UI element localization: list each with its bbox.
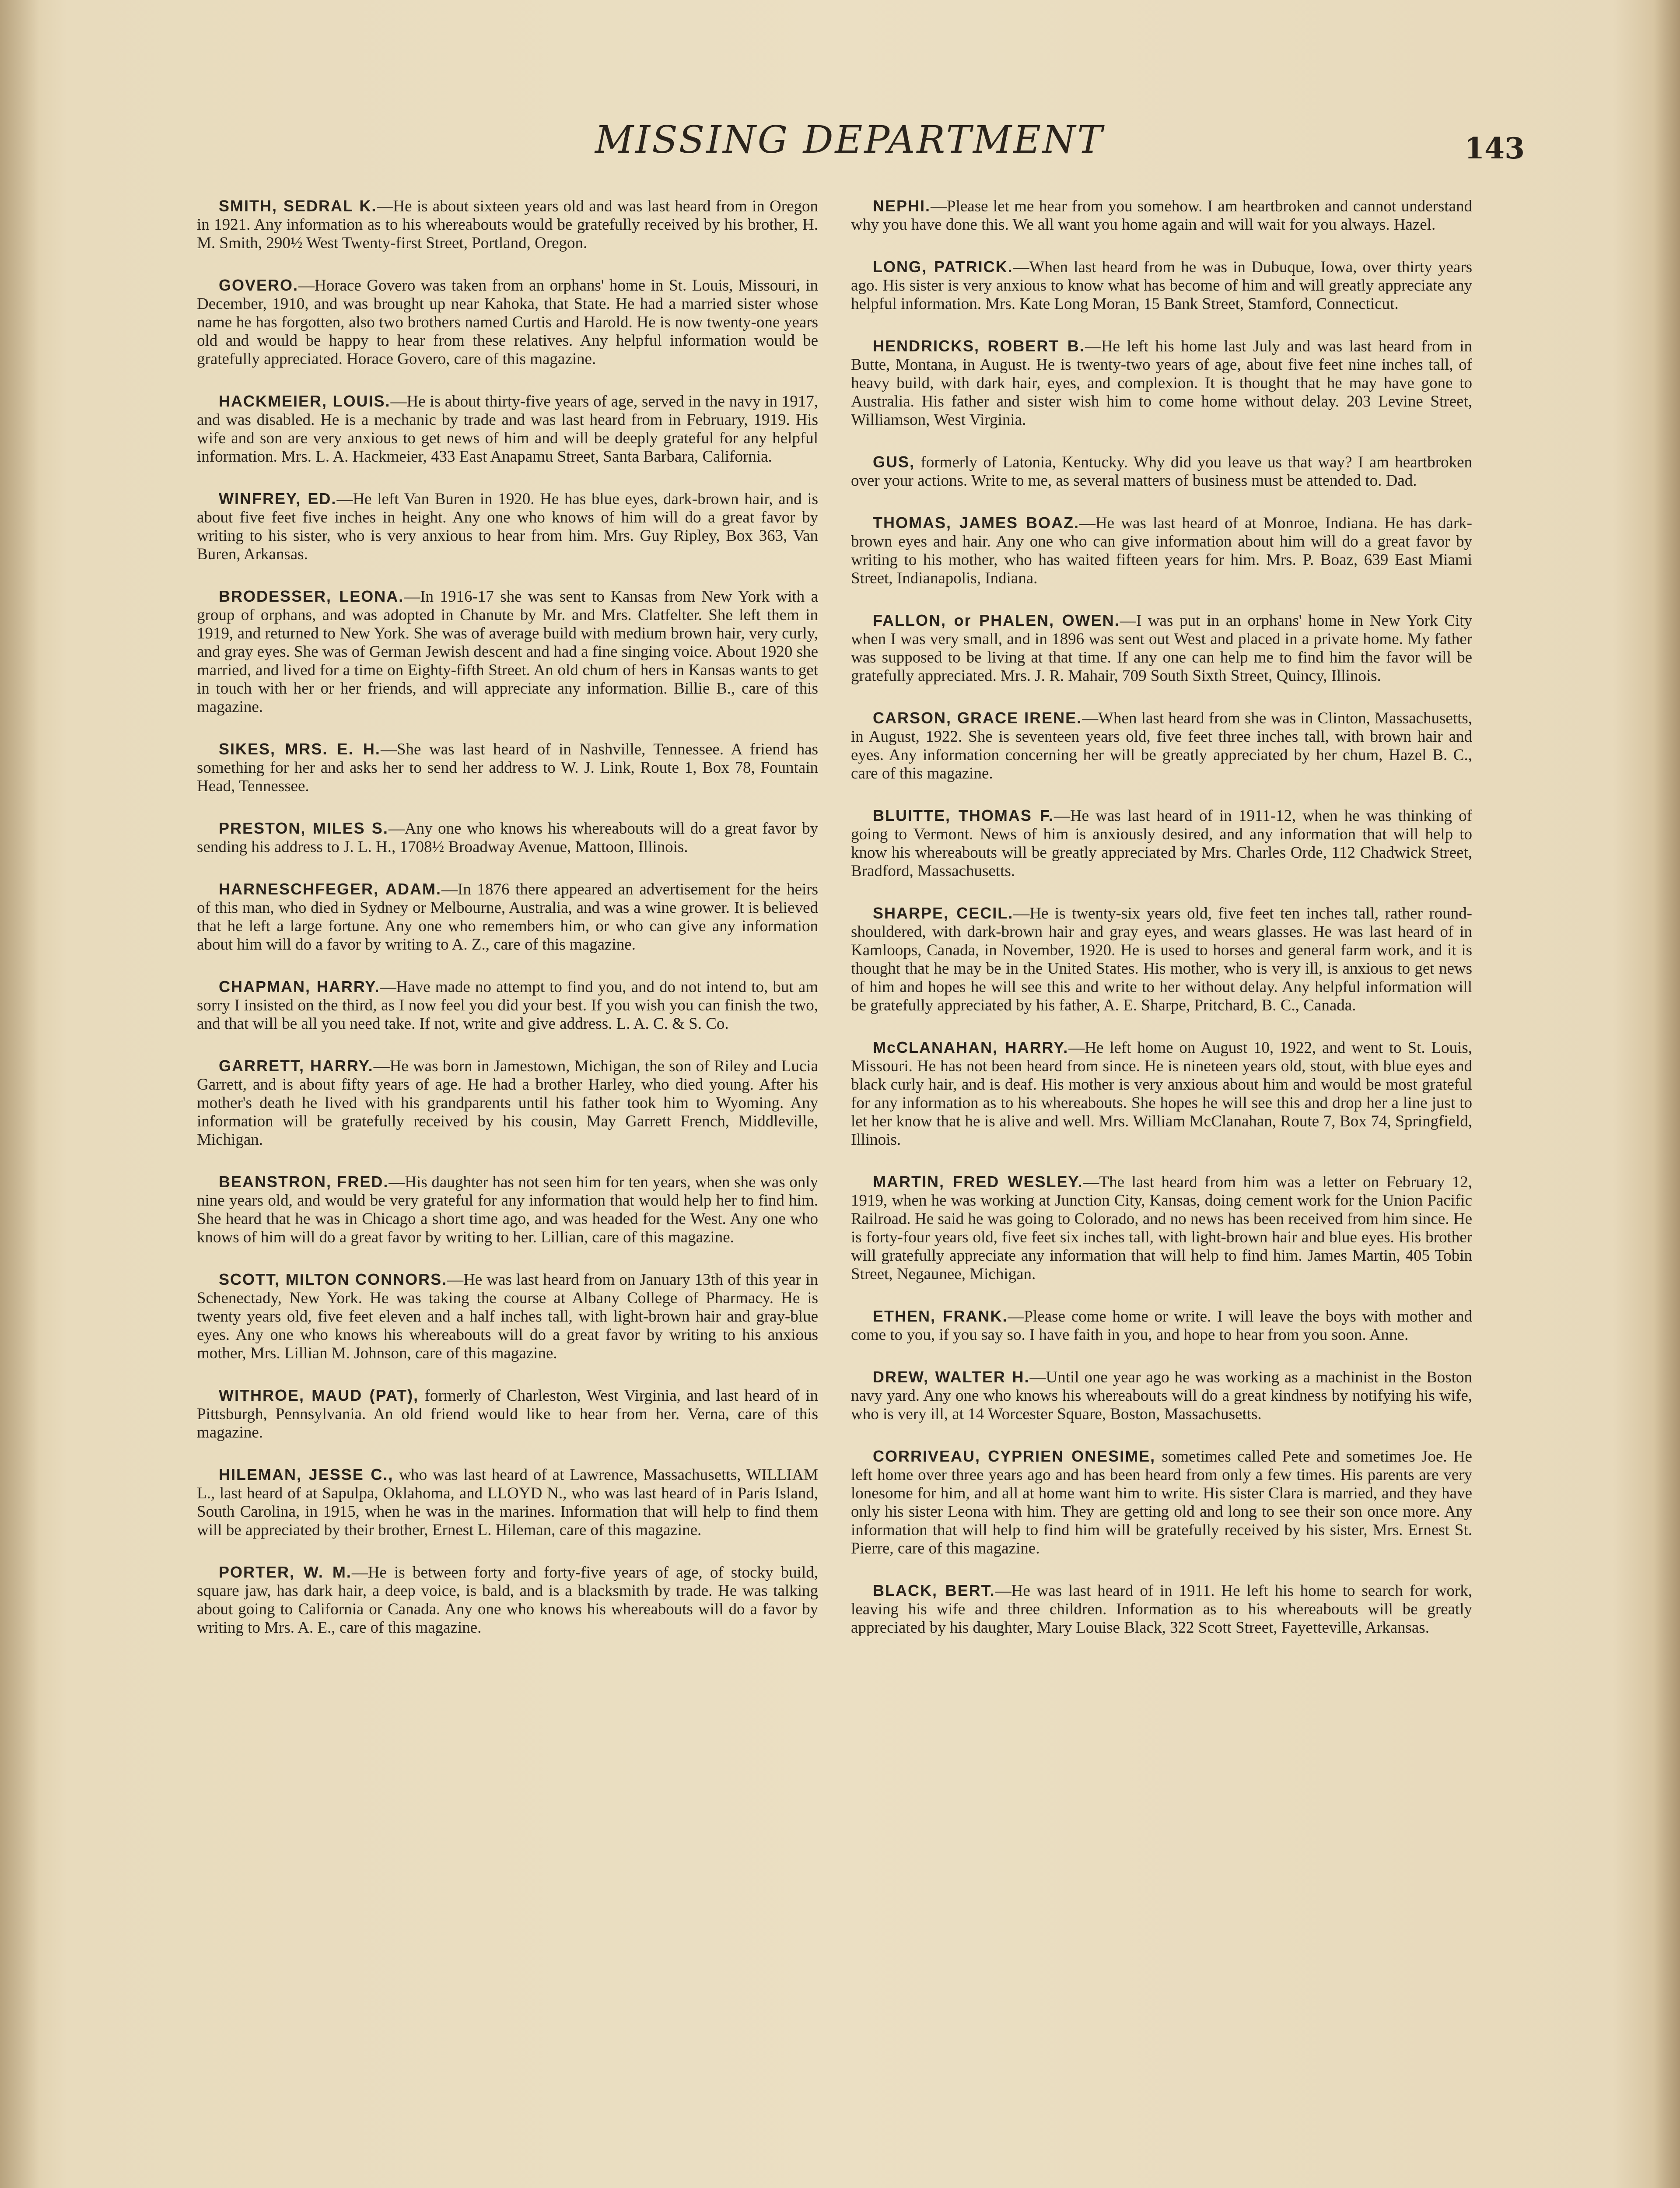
notice-entry bbox=[197, 1466, 818, 1539]
notice-name: SCOTT, MILTON CONNORS. bbox=[219, 1270, 448, 1288]
notice-text: —He is about sixteen years old and was last heard from in Oregon in 1921. Any information as to his whereabouts would be gratefully received by his brother, H. M. Smith, 290½ West Twenty-first Street, Portland, Oregon. bbox=[197, 197, 818, 252]
notice-name: MARTIN, FRED WESLEY. bbox=[873, 1173, 1083, 1191]
notice-text: —Have made no attempt to find you, and do not intend to, but am sorry I insisted on the third, as I now feel you did your best. If you wish you can finish the two, and that will be all you need take. If not, write and give address. L. A. C. & S. Co. bbox=[197, 978, 818, 1033]
notice-entry bbox=[197, 1173, 818, 1247]
notice-text: —Until one year ago he was working as a machinist in the Boston navy yard. Any one who knows his whereabouts will do a great kindness by notifying his wife, who is very ill, at 14 Worcester Square, Boston, Massachusetts. bbox=[851, 1368, 1472, 1423]
page-number: 143 bbox=[1464, 131, 1525, 165]
page-edge-shadow bbox=[1654, 0, 1680, 2188]
notice-entry bbox=[851, 1447, 1472, 1558]
notice-text: formerly of Charleston, West Virginia, and last heard of in Pittsburgh, Pennsylvania. An old friend would like to hear from her. Verna, care of this magazine. bbox=[197, 1387, 818, 1441]
notice-name: BRODESSER, LEONA. bbox=[219, 587, 404, 605]
notice-text: —In 1876 there appeared an advertisement for the heirs of this man, who died in Sydney or Melbourne, Australia, and was a wine grower. It is believed that he left a large fortune. Any one who remembers him, or who can give any information about him will do a favor by writing to A. Z., care of this magazine. bbox=[197, 880, 818, 954]
notice-entry bbox=[851, 806, 1472, 880]
notice-entry bbox=[851, 337, 1472, 429]
running-title: MISSING DEPARTMENT bbox=[595, 118, 1104, 162]
notice-entry bbox=[197, 392, 818, 466]
notice-entry bbox=[851, 1307, 1472, 1344]
notice-name: BLUITTE, THOMAS F. bbox=[873, 806, 1054, 824]
notice-text: —He was last heard of at Monroe, Indiana. He has dark-brown eyes and hair. Any one who can give information about him will do a great favor by writing to his mother, who has waited fifteen years for him. Mrs. P. Boaz, 639 East Miami Street, Indianapolis, Indiana. bbox=[851, 514, 1472, 587]
notice-name: SMITH, SEDRAL K. bbox=[219, 197, 377, 215]
notice-entry bbox=[197, 880, 818, 954]
left-column bbox=[197, 197, 818, 1661]
notice-entry bbox=[851, 1581, 1472, 1637]
notice-text: —He was last heard from on January 13th of this year in Schenectady, New York. He was taking the course at Albany College of Pharmacy. He is twenty years old, five feet eleven and a half inches tall, with light-brown hair and gray-blue eyes. Any one who knows his whereabouts will do a great favor by writing to his anxious mother, Mrs. Lillian M. Johnson, care of this magazine. bbox=[197, 1271, 818, 1362]
notice-entry bbox=[197, 819, 818, 856]
notice-entry bbox=[197, 1057, 818, 1149]
notice-name: FALLON, or PHALEN, OWEN. bbox=[873, 611, 1120, 629]
notice-name: SHARPE, CECIL. bbox=[873, 904, 1014, 922]
notice-entry bbox=[851, 258, 1472, 313]
notice-entry bbox=[197, 197, 818, 252]
notice-text: —The last heard from him was a letter on February 12, 1919, when he was working at Junction City, Kansas, doing cement work for the Union Pacific Railroad. He said he was going to Colorado, and no news has been received from him since. He is forty-four years old, five feet six inches tall, with light-brown hair and blue eyes. His brother will gratefully appreciate any information that will help to find him. James Martin, 405 Tobin Street, Negaunee, Michigan. bbox=[851, 1173, 1472, 1283]
binding-shadow bbox=[0, 0, 39, 2188]
notice-name: McCLANAHAN, HARRY. bbox=[873, 1038, 1069, 1056]
notice-name: HILEMAN, JESSE C., bbox=[219, 1466, 394, 1483]
notice-name: CHAPMAN, HARRY. bbox=[219, 978, 380, 996]
notice-text: —In 1916-17 she was sent to Kansas from New York with a group of orphans, and was adopted in Chanute by Mr. and Mrs. Clatfelter. She left them in 1919, and returned to New York. She was of average build with medium brown hair, very curly, and gray eyes. She was of German Jewish descent and had a fine singing voice. About 1920 she married, and lived for a time on Eighty-fifth Street. An old chum of hers in Kansas wants to get in touch with her or her friends, and will appreciate any information. Billie B., care of this magazine. bbox=[197, 588, 819, 716]
notice-name: GARRETT, HARRY. bbox=[219, 1057, 374, 1075]
notice-name: HENDRICKS, ROBERT B. bbox=[873, 337, 1085, 355]
notice-text: formerly of Latonia, Kentucky. Why did you leave us that way? I am heartbroken over your actions. Write to me, as several matters of business must be attended to. Dad. bbox=[851, 453, 1472, 490]
notice-entry bbox=[851, 611, 1472, 685]
notice-entry bbox=[197, 1563, 818, 1637]
notice-entry bbox=[851, 453, 1472, 490]
notice-entry bbox=[197, 1270, 818, 1363]
notice-text: —He is twenty-six years old, five feet ten inches tall, rather round-shouldered, with dark-brown hair and gray eyes, and wears glasses. He was last heard of in Kamloops, Canada, in November, 1920. He is used to horses and general farm work, and it is thought that he may be in the United States. His mother, who is very ill, is anxious to get news of him and hopes he will see this and write to her without delay. Any helpful information will be gratefully appreciated by his father, A. E. Sharpe, Pritchard, B. C., Canada. bbox=[851, 905, 1472, 1014]
notice-entry bbox=[197, 587, 818, 716]
notice-entry bbox=[197, 490, 818, 564]
notice-text: —I was put in an orphans' home in New York City when I was very small, and in 1896 was sent out West and placed in a private home. My father was supposed to be living at that time. If any one can help me to find him the favor will be gratefully appreciated. Mrs. J. R. Mahair, 709 South Sixth Street, Quincy, Illinois. bbox=[851, 612, 1473, 685]
notice-name: LONG, PATRICK. bbox=[873, 258, 1013, 276]
notice-text: —He is between forty and forty-five years of age, of stocky build, square jaw, has dark hair, a deep voice, is bald, and is a blacksmith by trade. He was talking about going to California or Canada. Any one who knows his whereabouts will do a favor by writing to Mrs. A. E., care of this magazine. bbox=[197, 1564, 818, 1637]
notice-name: GUS, bbox=[873, 453, 915, 471]
notice-text: —He is about thirty-five years of age, served in the navy in 1917, and was disabled. He is a mechanic by trade and was last heard from in February, 1919. His wife and son are very anxious to get news of him and will be deeply grateful for any helpful information. Mrs. L. A. Hackmeier, 433 East Anapamu Street, Santa Barbara, California. bbox=[197, 393, 819, 466]
notice-name: WINFREY, ED. bbox=[219, 490, 337, 508]
notice-text: —He left Van Buren in 1920. He has blue eyes, dark-brown hair, and is about five feet five inches in height. Any one who knows of him will do a great favor by writing to his sister, who is very anxious to hear from him. Mrs. Guy Ripley, Box 363, Van Buren, Arkansas. bbox=[197, 490, 819, 563]
notice-entry bbox=[851, 514, 1472, 588]
notice-text: —His daughter has not seen him for ten years, when she was only nine years old, and would be very grateful for any information that would help her to find him. She heard that he was in Chicago a short time ago, and was headed for the West. Any one who knows of him will do a great favor by writing to her. Lillian, care of this magazine. bbox=[197, 1173, 818, 1246]
right-column bbox=[851, 197, 1472, 1661]
notice-name: CARSON, GRACE IRENE. bbox=[873, 709, 1082, 727]
notice-text: —He was last heard of in 1911. He left his home to search for work, leaving his wife and three children. Information as to his whereabouts will be greatly appreciated by his daughter, Mary Louise Black, 322 Scott Street, Fayetteville, Arkansas. bbox=[851, 1582, 1472, 1637]
notice-text: —He left his home last July and was last heard from in Butte, Montana, in August. He is twenty-two years of age, about five feet nine inches tall, of heavy build, with dark hair, eyes, and complexion. It is thought that he may have gone to Australia. His father and sister wish him to come home without delay. 203 Levine Street, Williamson, West Virginia. bbox=[851, 337, 1472, 429]
notice-text: sometimes called Pete and sometimes Joe. He left home over three years ago and has been heard from only a few times. His parents are very lonesome for him, and all at home want him to write. His sister Clara is married, and they have only his sister Leona with him. They are getting old and long to see their son once more. Any information that will help to find him will be gratefully received by his sister, Mrs. Ernest St. Pierre, care of this magazine. bbox=[851, 1448, 1472, 1557]
notice-text: who was last heard of at Lawrence, Massachusetts, WILLIAM L., last heard of at Sapulpa, Oklahoma, and LLOYD N., who was last heard of in Paris Island, South Carolina, in 1915, when he was in the marines. Information that will help to find them will be appreciated by their brother, Ernest L. Hileman, care of this magazine. bbox=[197, 1466, 818, 1539]
notice-entry bbox=[851, 1173, 1472, 1283]
notice-entry bbox=[851, 904, 1472, 1015]
notice-name: HARNESCHFEGER, ADAM. bbox=[219, 880, 442, 898]
notice-name: CORRIVEAU, CYPRIEN ONESIME, bbox=[873, 1447, 1156, 1465]
notice-name: NEPHI. bbox=[873, 197, 931, 215]
notice-name: PORTER, W. M. bbox=[219, 1563, 352, 1581]
notice-name: GOVERO. bbox=[219, 276, 299, 294]
notice-text: —Horace Govero was taken from an orphans' home in St. Louis, Missouri, in December, 1910, and was brought up near Kahoka, that State. He had a married sister whose name he has forgotten, also two brothers named Curtis and Harold. He is now twenty-one years old and would be happy to hear from these relatives. Any helpful information would be gratefully appreciated. Horace Govero, care of this magazine. bbox=[197, 277, 818, 368]
notice-entry bbox=[851, 709, 1472, 783]
notice-name: HACKMEIER, LOUIS. bbox=[219, 392, 391, 410]
notice-entry bbox=[197, 1386, 818, 1442]
notice-entry bbox=[851, 1038, 1472, 1149]
notice-text: —She was last heard of in Nashville, Tennessee. A friend has something for her and asks her to send her address to W. J. Link, Route 1, Box 78, Fountain Head, Tennessee. bbox=[197, 740, 818, 795]
notice-text: —Any one who knows his whereabouts will do a great favor by sending his address to J. L. H., 1708½ Broadway Avenue, Mattoon, Illinois. bbox=[197, 820, 818, 856]
notice-name: BLACK, BERT. bbox=[873, 1581, 995, 1599]
notice-entry bbox=[197, 978, 818, 1033]
notice-text: —He was born in Jamestown, Michigan, the son of Riley and Lucia Garrett, and is about fifty years of age. He had a brother Harley, who died young. After his mother's death he lived with his grandparents until his father took him to Wyoming. Any information will be gratefully received by his cousin, May Garrett French, Middleville, Michigan. bbox=[197, 1057, 818, 1149]
notice-text: —When last heard from he was in Dubuque, Iowa, over thirty years ago. His sister is very anxious to know what has become of him and will greatly appreciate any helpful information. Mrs. Kate Long Moran, 15 Bank Street, Stamford, Connecticut. bbox=[851, 258, 1472, 313]
notice-entry bbox=[851, 197, 1472, 234]
notice-entry bbox=[197, 740, 818, 796]
notice-name: THOMAS, JAMES BOAZ. bbox=[873, 514, 1079, 532]
notice-text: —Please let me hear from you somehow. I am heartbroken and cannot understand why you have done this. We all want you home again and will wait for you always. Hazel. bbox=[851, 197, 1472, 234]
notice-entry bbox=[197, 276, 818, 368]
notice-text: —When last heard from she was in Clinton, Massachusetts, in August, 1922. She is seventeen years old, five feet three inches tall, with brown hair and eyes. Any information concerning her will be greatly appreciated by her chum, Hazel B. C., care of this magazine. bbox=[851, 709, 1472, 782]
notice-text: —He left home on August 10, 1922, and went to St. Louis, Missouri. He has not been heard from since. He is nineteen years old, stout, with blue eyes and black curly hair, and is deaf. His mother is very anxious about him and would be most grateful for any information as to his whereabouts. She hopes he will see this and drop her a line just to let her know that he is alive and well. Mrs. William McClanahan, Route 7, Box 74, Springfield, Illinois. bbox=[851, 1039, 1472, 1149]
notice-name: WITHROE, MAUD (PAT), bbox=[219, 1386, 419, 1404]
notice-name: SIKES, MRS. E. H. bbox=[219, 740, 381, 758]
notice-entry bbox=[851, 1368, 1472, 1424]
notice-name: ETHEN, FRANK. bbox=[873, 1307, 1008, 1325]
notice-name: DREW, WALTER H. bbox=[873, 1368, 1030, 1386]
notice-name: BEANSTRON, FRED. bbox=[219, 1173, 389, 1191]
notice-text: —Please come home or write. I will leave the boys with mother and come to you, if you say so. I have faith in you, and hope to hear from you soon. Anne. bbox=[851, 1308, 1473, 1344]
notice-text: —He was last heard of in 1911-12, when he was thinking of going to Vermont. News of him is anxiously desired, and any information that will help to know his whereabouts will be greatly appreciated by Mrs. Charles Orde, 112 Chadwick Street, Bradford, Massachusetts. bbox=[851, 807, 1472, 880]
notice-name: PRESTON, MILES S. bbox=[219, 819, 388, 837]
